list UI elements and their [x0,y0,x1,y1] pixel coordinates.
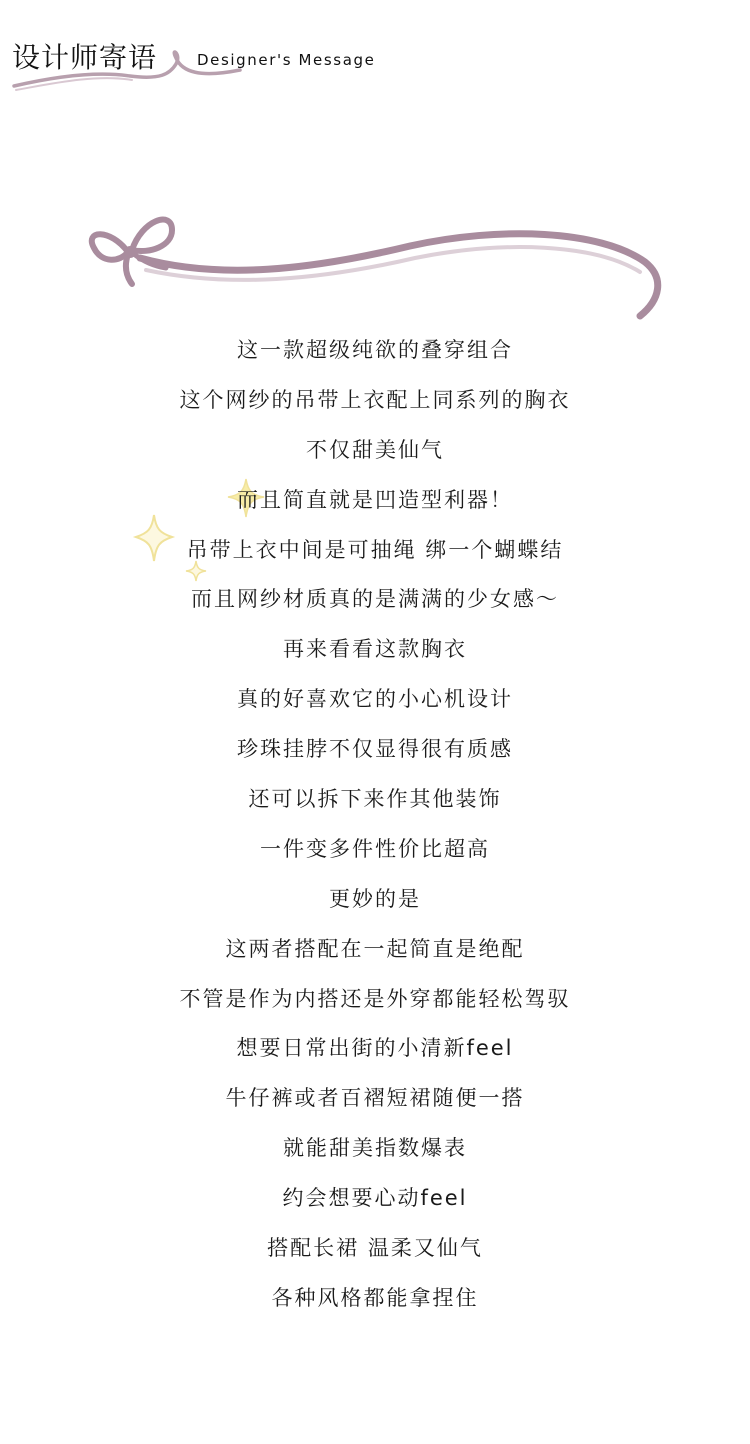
message-line: 珍珠挂脖不仅显得很有质感 [237,737,513,762]
message-line: 而且简直就是凹造型利器！ [237,487,513,512]
designer-message [0,326,750,1324]
message-line: 就能甜美指数爆表 [283,1136,467,1161]
message-line: 不仅甜美仙气 [306,437,444,462]
message-line: 各种风格都能拿捏住 [271,1285,479,1310]
message-line: 搭配长裙 温柔又仙气 [267,1236,483,1261]
message-line: 一件变多件性价比超高 [260,836,490,861]
message-line: 吊带上衣中间是可抽绳 绑一个蝴蝶结 [186,537,564,562]
message-line: 更妙的是 [329,886,421,911]
message-line: 再来看看这款胸衣 [283,637,467,662]
message-line: 而且网纱材质真的是满满的少女感～ [191,587,559,612]
page-title: 设计师寄语 [12,41,158,74]
message-line: 这一款超级纯欲的叠穿组合 [237,338,513,362]
page-subtitle: Designer's Message [197,51,376,69]
message-line: 不管是作为内搭还是外穿都能轻松驾驭 [179,986,571,1011]
message-line: 牛仔裤或者百褶短裙随便一搭 [225,1086,525,1111]
header [0,0,750,110]
message-line: 约会想要心动feel [282,1186,468,1211]
message-line: 还可以拆下来作其他装饰 [248,787,502,812]
bow-ribbon-icon [80,200,670,330]
message-line: 这两者搭配在一起简直是绝配 [225,936,525,961]
message-line: 这个网纱的吊带上衣配上同系列的胸衣 [179,387,571,412]
message-line: 想要日常出街的小清新feel [236,1036,514,1061]
message-line: 真的好喜欢它的小心机设计 [237,687,513,712]
